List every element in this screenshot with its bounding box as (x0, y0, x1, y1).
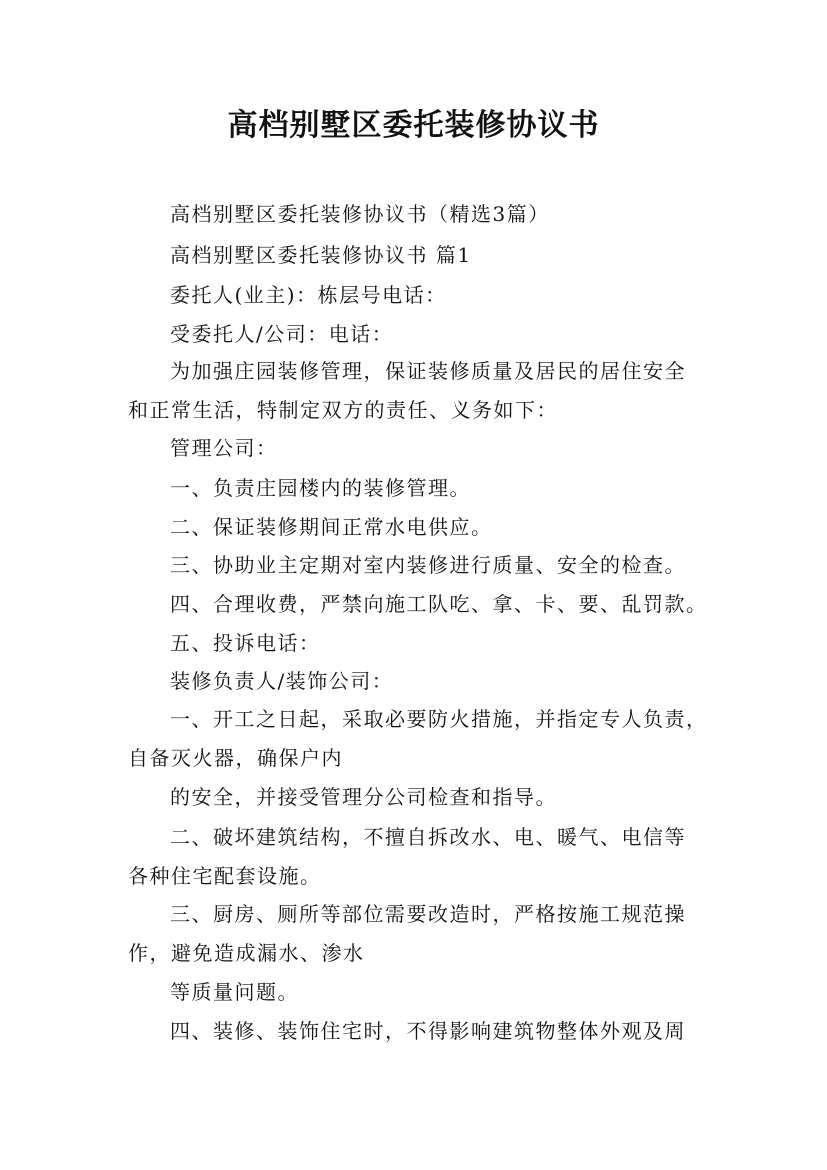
text-line: 装修负责人/装饰公司： (170, 669, 394, 693)
text-line: 为加强庄园装修管理，保证装修质量及居民的居住安全 (170, 359, 686, 383)
text-line: 三、厨房、厕所等部位需要改造时，严格按施工规范操 (170, 902, 686, 926)
text-line: 一、开工之日起，采取必要防火措施，并指定专人负责， (170, 707, 708, 731)
text-line: 二、保证装修期间正常水电供应。 (170, 515, 493, 539)
text-line: 四、装修、装饰住宅时，不得影响建筑物整体外观及周 (170, 1019, 686, 1043)
text-line: 自备灭火器，确保户内 (128, 746, 343, 770)
text-line: 受委托人/公司：电话： (170, 322, 394, 346)
text-line: 作，避免造成漏水、渗水 (128, 941, 365, 965)
text-line: 五、投诉电话： (170, 631, 321, 655)
text-line: 等质量问题。 (170, 980, 299, 1004)
text-line: 二、破坏建筑结构，不擅自拆改水、电、暖气、电信等 (170, 825, 686, 849)
text-line: 一、负责庄园楼内的装修管理。 (170, 476, 471, 500)
text-line: 和正常生活，特制定双方的责任、义务如下： (128, 398, 558, 422)
text-line: 高档别墅区委托装修协议书 篇1 (170, 243, 472, 267)
text-line: 三、协助业主定期对室内装修进行质量、安全的检查。 (170, 553, 686, 577)
text-line: 委托人(业主)：栋层号电话： (170, 283, 447, 307)
text-line: 高档别墅区委托装修协议书（精选3篇） (170, 202, 550, 226)
document-title: 高档别墅区委托装修协议书 (227, 108, 600, 143)
text-line: 管理公司： (170, 436, 278, 460)
text-line: 的安全，并接受管理分公司检查和指导。 (170, 785, 557, 809)
text-line: 各种住宅配套设施。 (128, 864, 322, 888)
text-line: 四、合理收费，严禁向施工队吃、拿、卡、要、乱罚款。 (170, 592, 708, 616)
